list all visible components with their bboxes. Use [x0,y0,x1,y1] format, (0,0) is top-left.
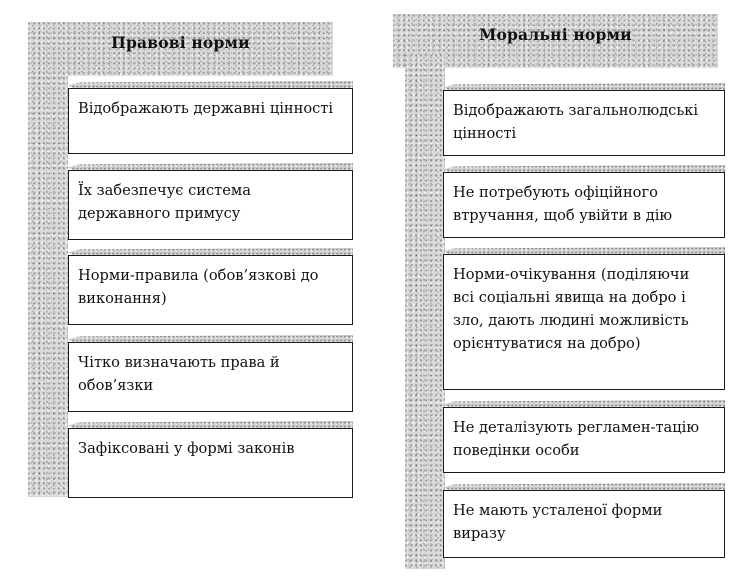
moral-norm-item: Норми-очікування (поділяючи всі соціальні явища на добро і зло, дають людині можливість орієнтуватися на добро) [443,254,725,390]
moral-norms-header [393,14,718,54]
moral-norms-pillar [405,54,445,569]
legal-norms-pillar [28,62,68,497]
moral-norm-item: Не деталізують регламен-тацію поведінки особи [443,407,725,473]
legal-norm-item: Відображають державні цінності [68,88,353,154]
moral-norm-item: Не мають усталеної форми виразу [443,490,725,558]
moral-norms-title: Моральні норми [479,24,632,44]
legal-norms-title: Правові норми [111,32,250,52]
legal-norm-item: Зафіксовані у формі законів [68,428,353,498]
legal-norm-item: Чітко визначають права й обов’язки [68,342,353,412]
legal-norm-item: Норми-правила (обов’язкові до виконання) [68,255,353,325]
moral-norm-item: Не потребують офіційного втручання, щоб увійти в дію [443,172,725,238]
legal-norm-item: Їх забезпечує система державного примусу [68,170,353,240]
moral-norm-item: Відображають загальнолюдські цінності [443,90,725,156]
legal-norms-header-strip [28,62,333,76]
legal-norms-header [28,22,333,62]
